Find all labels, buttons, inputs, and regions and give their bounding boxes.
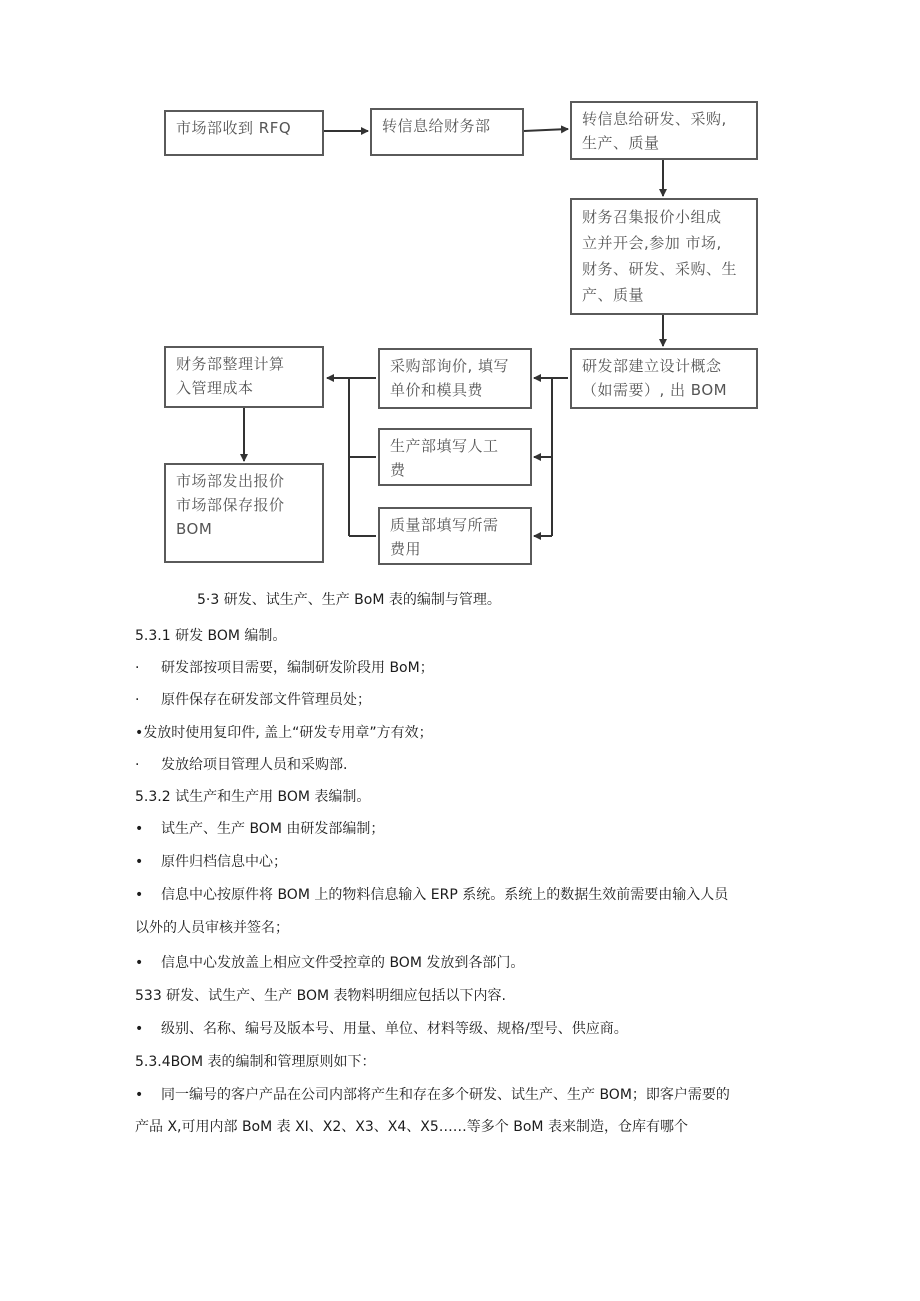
box-finance-meeting-line: 财务、研发、采购、生 — [582, 260, 738, 278]
line-text: 原件保存在研发部文件管理员处； — [161, 692, 371, 708]
box-forward-depts — [570, 101, 758, 160]
line-text: 5.3.1 研发 BOM 编制。 — [135, 628, 287, 644]
box-finance-forward-line: 转信息给财务部 — [382, 117, 491, 135]
box-rfq — [164, 110, 324, 156]
box-production-line: 生产部填写人工 — [390, 437, 499, 455]
section-heading-5-3-2 — [135, 787, 370, 807]
box-market-quote-line: BOM — [176, 520, 213, 538]
box-market-quote-line: 市场部发出报价 — [176, 472, 285, 490]
line-text: 试生产、生产 BOM 由研发部编制； — [161, 821, 385, 837]
section-heading-5-3 — [197, 590, 501, 610]
bullet: • — [135, 955, 144, 971]
section-heading-5-3-1 — [135, 626, 286, 646]
list-item — [135, 1085, 730, 1105]
box-rfq-line: 市场部收到 RFQ — [176, 119, 292, 137]
line-text: 信息中心发放盖上相应文件受控章的 BOM 发放到各部门。 — [161, 955, 525, 971]
box-rd-concept — [570, 348, 758, 409]
box-quality-line: 质量部填写所需 — [390, 516, 499, 534]
box-finance-cost-line: 入管理成本 — [176, 379, 254, 397]
line-text: 同一编号的客户产品在公司内部将产生和存在多个研发、试生产、生产 BOM；即客户需要的 — [161, 1087, 730, 1103]
section-heading-5-3-4 — [135, 1052, 376, 1072]
line-text: 5.3.2 试生产和生产用 BOM 表编制。 — [135, 789, 371, 805]
box-purchase — [378, 348, 532, 409]
box-finance-forward — [370, 108, 524, 156]
line-text: 5.3.4BOM 表的编制和管理原则如下： — [135, 1054, 376, 1070]
line-text: 信息中心按原件将 BOM 上的物料信息输入 ERP 系统。系统上的数据生效前需要由输入人员 — [161, 887, 729, 903]
bullet: • — [135, 887, 144, 903]
list-item-continuation — [135, 918, 289, 938]
list-item — [135, 819, 384, 839]
arrow-finance-to-depts — [524, 129, 568, 131]
bullet: • — [135, 1021, 144, 1037]
box-production — [378, 428, 532, 486]
box-finance-meeting — [570, 198, 758, 315]
bullet: · — [135, 692, 140, 708]
list-item — [135, 658, 434, 678]
line-text: 级别、名称、编号及版本号、用量、单位、材料等级、规格/型号、供应商。 — [161, 1021, 628, 1037]
list-item-continuation — [135, 1117, 688, 1137]
list-item — [135, 690, 371, 710]
box-quality — [378, 507, 532, 565]
box-finance-meeting-line: 财务召集报价小组成 — [582, 208, 722, 226]
box-production-line: 费 — [390, 461, 406, 479]
box-market-quote-line: 市场部保存报价 — [176, 496, 285, 514]
line-text: 533 研发、试生产、生产 BOM 表物料明细应包括以下内容. — [135, 988, 506, 1004]
list-item — [135, 1019, 628, 1039]
line-text: 研发部按项目需要，编制研发阶段用 BoM； — [161, 660, 434, 676]
box-finance-meeting-line: 产、质量 — [582, 286, 645, 304]
box-forward-depts-line: 转信息给研发、采购, — [582, 110, 727, 128]
bullet: · — [135, 660, 140, 676]
box-finance-cost-line: 财务部整理计算 — [176, 355, 285, 373]
bullet: • — [135, 854, 144, 870]
box-purchase-line: 单价和模具费 — [390, 381, 484, 399]
section-heading-5-3-3 — [135, 986, 506, 1006]
bullet: • — [135, 821, 144, 837]
line-text: 发放给项目管理人员和采购部. — [161, 757, 348, 773]
line-text: 以外的人员审核并签名； — [135, 920, 289, 936]
line-text: 原件归档信息中心； — [161, 854, 287, 870]
list-item — [135, 723, 433, 743]
box-market-quote — [164, 463, 324, 563]
box-forward-depts-line: 生产、质量 — [582, 134, 660, 152]
list-item — [135, 755, 347, 775]
list-item — [135, 852, 287, 872]
flowchart — [0, 0, 920, 590]
box-rd-concept-line: （如需要）, 出 BOM — [582, 381, 728, 399]
list-item — [135, 885, 728, 905]
box-finance-meeting-line: 立并开会,参加 市场, — [582, 234, 722, 252]
box-quality-line: 费用 — [390, 540, 422, 558]
bullet: • — [135, 1087, 144, 1103]
bullet: · — [135, 757, 140, 773]
line-text: •发放时使用复印件, 盖上“研发专用章”方有效； — [135, 725, 433, 741]
box-rd-concept-line: 研发部建立设计概念 — [582, 357, 722, 375]
box-finance-cost — [164, 346, 324, 408]
list-item — [135, 953, 524, 973]
flowchart-connectors — [0, 0, 920, 590]
line-text: 产品 X,可用内部 BoM 表 XI、X2、X3、X4、X5……等多个 BoM 表来制造，仓库有哪个 — [135, 1119, 688, 1135]
box-purchase-line: 采购部询价, 填写 — [390, 357, 510, 375]
line-text: 5·3 研发、试生产、生产 BoM 表的编制与管理。 — [197, 592, 501, 608]
